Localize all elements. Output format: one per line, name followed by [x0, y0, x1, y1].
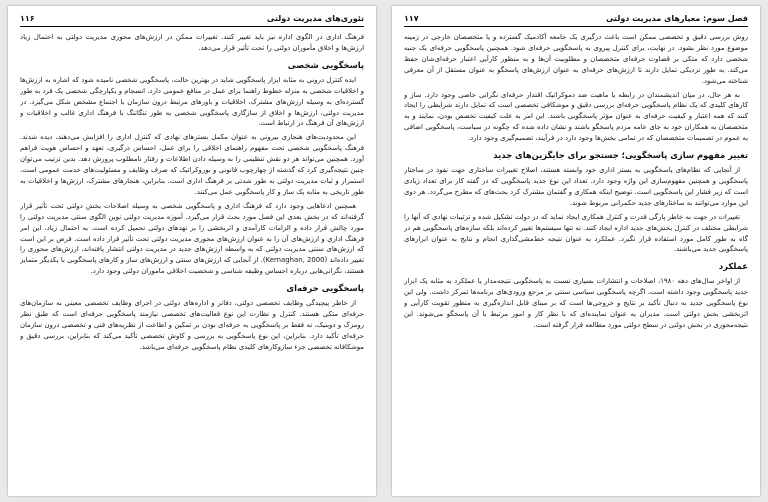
right-page — [392, 6, 760, 496]
paragraph: تغییرات در جهت به خاطر پارگی قدرت و کنترل همکاری ایجاد نماید که در دولت تشکیل شده و ترتیبات نهادی که آنها را شرایطی مختلف در کنترل بخش‌های جدید اداره ایجاد کنند. نه تنها سیستم‌ها تغییر کرده‌اند بلکه سازه‌های پاسخگویی هم در گاه به طور کامل مورد استفاده قرار نگیرد. عملکرد به عنوان نتیجه خط‌مشی‌گذاری انجام و نتایج به عنوان ابزارهای پاسخگویی جدید می‌باشند. — [404, 212, 748, 254]
paragraph: همچنین ادعاهایی وجود دارد که فرهنگ اداری و پاسخگویی شخصی به وسیله اصلاحات بخش دولتی تحت تأثیر قرار گرفته‌اند که در بخش بعدی این فصل مورد بحث قرار می‌گیرد. آموزه مدیریت دولتی نوین الگوی سنتی مدیریت دولتی را مورد چالش قرار داده و الزامات کارآمدی و اثربخشی را بر تهدهای دولتی تحمیل کرده است. به احتمال زیاد، این امر فرهنگ اداری و ارزش‌های آن را به عنوان ارزش‌های محوری مدیریت دولتی تحت تأثیر قرار داده است. فرض بر این است که ارزش‌های سنتی مدیریت دولتی که به واسطه ارزش‌های جدید در مدیریت دولتی انتشار یافته‌اند، ارزش‌های محوری را تغییر داده‌اند (Kernaghan, 2000). از آنجایی که ارزش‌های سنتی و ارزش‌های ساز و کارهای پاسخگویی با یکدیگر متمایز هستند، نگرانی‌هایی درباره احساس وظیفه شناسی و شخصیت اخلاقی ماموران دولتی وجود دارد. — [20, 201, 364, 276]
running-header — [20, 12, 364, 27]
paragraph: از آنجایی که نظام‌های پاسخگویی به بستر اداری خود وابسته هستند، اصلاح تغییرات ساختاری جهت نفوذ در ساختار پاسخگویی و همچنین مفهوم‌سازی این واژه وجود دارد. تعداد این نوع جدید پاسخگویی که در گفته کار برای تعداد زیادی است که زیر فشار این پاسخگویی است. توضیح اینکه همکاری و گفتمان مشترک کرد بحث‌های که مطرح می‌گردد. هر دوی این موارد می‌توانند به ساختارهای جدید حکمرانی مربوط شوند. — [404, 166, 748, 207]
left-page — [8, 6, 376, 496]
paragraph: فرهنگ اداری در الگوی اداره نیز باید تغییر کنند. تغییرات ممکن در ارزش‌های محوری مدیریت دولتی به احتمال زیاد ارزش‌ها و اخلاق مأموران دولتی را تحت تأثیر قرار می‌دهد. — [20, 33, 364, 52]
paragraph: این محدودیت‌های هنجاری بیرونی به عنوان مکمل بسترهای نهادی که کنترل اداری را افزایش می‌دهند، دیده شدند. فرهنگ پاسخگویی شخصی تحت مفهوم راهنمای اخلاقی را برای عمل، احساس درگیری، تعهد و احساس هویت فراهم آورد. همچنین می‌تواند هر دو نقش تنظیمی را به وسیله دادن اطلاعات و رفتار نامطلوب پرورش دهد. بدین ترتیب می‌توان چنین نتیجه‌گیری کرد که گذشته از چهارچوب قانونی و بوروکراتیک که صرف وظایف و مسئولیت‌های خدمت عمومی است، استمرار و ثبات مدیریت دولتی به طور شدتی بر فرهنگ اداری است. بنابراین، هنجارهای مشترک، ارزش‌ها و اخلاقیات به طور تاریخی به مثابه یک ساز و کار پاسخگویی عمل می‌کنند. — [20, 133, 364, 196]
page-body — [20, 32, 364, 492]
section-heading: تغییر مفهوم سازی پاسخگویی؛ جستجو برای جایگزین‌های جدید — [493, 150, 748, 161]
page-body — [404, 32, 748, 492]
section-heading: پاسخگویی حرفه‌ای — [286, 283, 364, 294]
paragraph: ایده کنترل درونی به مثابه ابزار پاسخگویی شاید در بهترین حالت، پاسخگویی شخصی نامیده شود که اشاره به ارزش‌ها و اخلاقیات شخصی به منزله خطوط راهنما برای عمل در منافع عمومی دارد. انسجام و یکپارچگی شخصی یک فرد به طور گسترده‌ای به وسیله ارزش‌های مشترک، اخلاقیات و باورهای مرتبط درون سازمان با اجتماع مشخص شکل می‌گیرد. در مدیریت دولتی، ارزش‌ها و اخلاق از سازگاری پاسخگویی شخصی به طور تنگاتنگ با فرهنگ اداری غالب و اخلاقیات و ارزش‌های آن فرهنگ در ارتباط است. — [20, 75, 364, 128]
running-header — [404, 12, 748, 27]
paragraph: روش بررسی دقیق و تخصصی ممکن است باعث درگیری یک جامعه آکادمیک گسترده و یا متخصصان خارجی در زمینه موضوع مورد نظر بشود. در نهایت، برای کنترل پیروی به پاسخگویی حرفه‌ای شود. همچنین پاسخگویی حرفه‌ای یک جنبه شخصی دارد که متکی بر قضاوت حرفه‌ای متخصصان و مطلوبیت آن‌ها و به منظور کارآیی اعتبار حرفه‌ای‌شان حفظ می‌کند. به طور نزدیکی تمایل دارند تا ارزش‌های حرفه‌ای به عنوان ارزش‌های پاسخگو به عنوان مستقل از آن معرفی شناخته می‌شود. — [404, 33, 748, 85]
page-number: ۱۱۶ — [20, 14, 35, 23]
section-heading: پاسخگویی شخصی — [287, 59, 364, 70]
paragraph: به هر حال، در میان اندیشمندان در رابطه با ماهیت ضد دموکراتیک اقتدار حرفه‌ای نگرانی خاصی وجود دارد. ساز و کارهای کلیدی که یک نظام پاسخگویی حرفه‌ای بررسی دقیق و موشکافی تخصصی است که تمایل دارند شرایطی را ایجاد کنند که همه اعتبار و کیفیت حرفه‌ای به عنوان مؤثر پاسخگویی باشند. این امر به علت کیفیت تخصص بودن، نمایند و به متخصصان به همکاران خود به جای عامه مردم پاسخگو باشند و نشان داده شده که چگونه در سیاست، پاسخگویی اضافی به عموم در تصمیمات متخصصان که در تمامی بخش‌ها وجود دارد در فرآیند، تصمیم‌گیری وجود دارد. — [404, 90, 748, 143]
paragraph: از اواخر سال‌های دهه ۱۹۸۰، اصلاحات و انتشارات بسیاری نسبت به پاسخگویی نتیجه‌مدار یا عملکرد به مثابه یک ابزار جدید پاسخگویی وجود داشته است. اگرچه پاسخگویی سیاسی سنتی بر مرجع ورودی‌های برنامه‌ها تمرکز داشت. ولی این نوع پاسخگویی جدید به دنبال تأکید بر نتایج و خروجی‌ها است که بر مبنای قابل اندازه‌گیری به منظور تقویت کارآیی و اثربخشی بخش دولتی است. مدیران به عنوان نماینده‌ای که با نظر کار و امور مرتبط با آن پاسخگو می‌شوند. این نتیجه‌محوری در بخش دولتی در سطح دولتی مورد مطالعه قرار گرفته است. — [404, 277, 748, 329]
chapter-title: تئوری‌های مدیریت دولتی — [266, 14, 364, 23]
page-number: ۱۱۷ — [404, 14, 419, 23]
chapter-title: فصل سوم: معیارهای مدیریت دولتی — [605, 14, 748, 23]
section-heading: عملکرد — [718, 261, 748, 272]
paragraph: از خاطر پیچیدگی وظایف تخصصی دولتی، دفاتر و اداره‌های دولتی در اجرای وظایف تخصصی معینی به سازمان‌های حرفه‌ای متکی هستند. کنترل و نظارت این نوع فعالیت‌های تخصصی نیازمند پاسخگویی حرفه‌ای است که طبق نظر رومزک و دوبنیک، نه فقط بر پاسخگویی به حرفه‌ای بودن بر تمکین و اطاعت از نظریه‌های فنی و تخصصی درون سازمان حرفه‌ای تأکید دارد. بنابراین، این نوع پاسخگویی به بررسی و کاوش تخصصی تأکید می‌کند که بنابراین، بررسی دقیق و موشکافانه تخصصی جزء سازوکارهای کلیدی نظام پاسخگویی حرفه‌ای می‌باشد. — [20, 299, 364, 351]
